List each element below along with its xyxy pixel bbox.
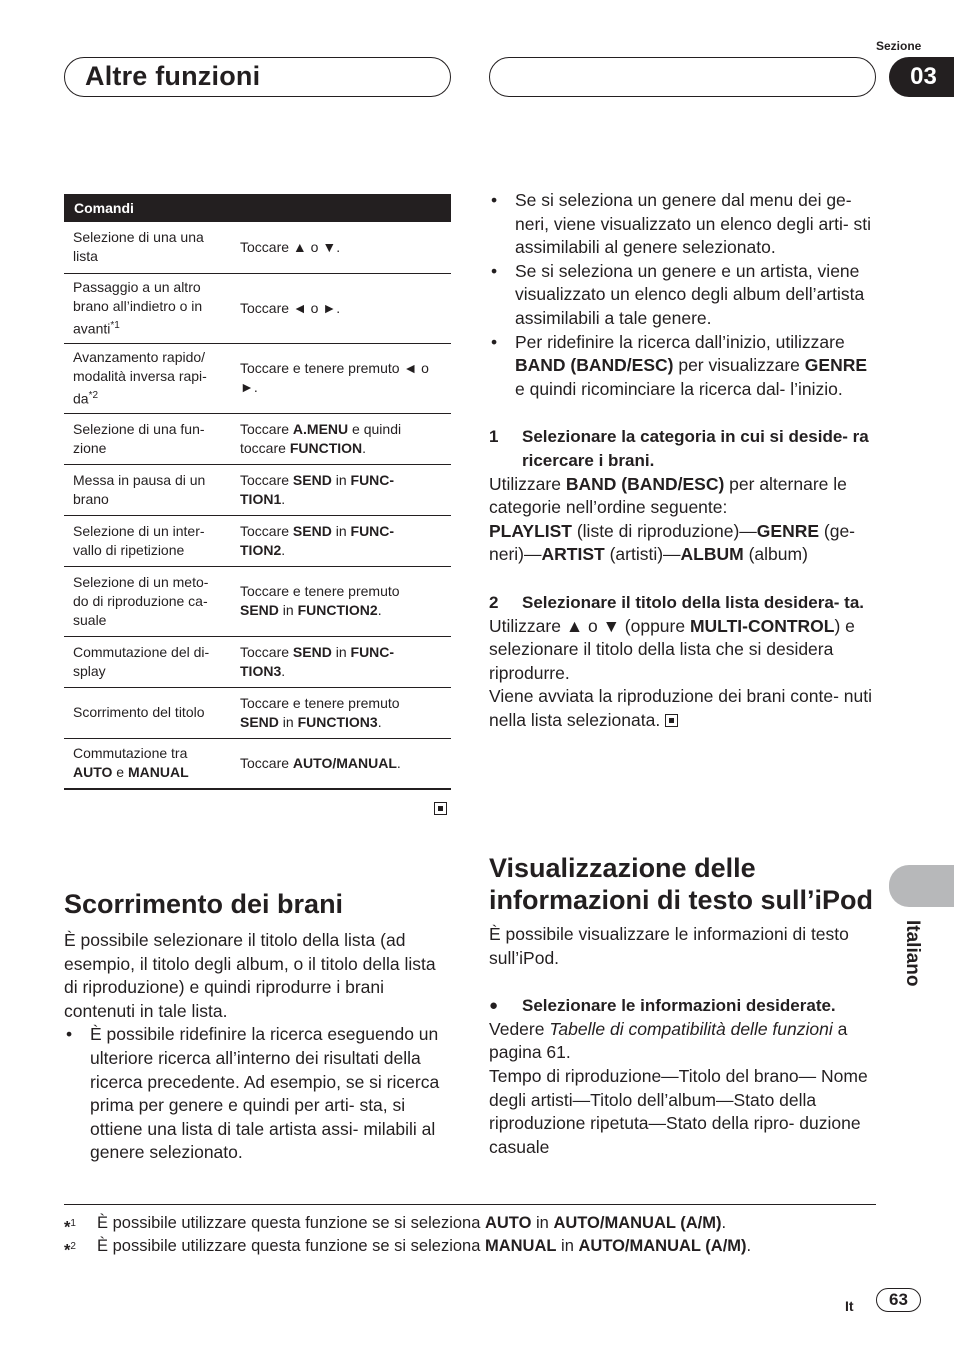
footnotes [64, 1212, 876, 1258]
language-code: It [845, 1298, 854, 1314]
step-1-title: 1 Selezionare la categoria in cui si deside- ra ricercare i brani. [489, 427, 869, 470]
function-cell: Avanzamento rapido/ modalità inversa rapi- $da^{*2}$ [64, 343, 231, 413]
right-column [489, 189, 877, 732]
table-row [64, 273, 451, 343]
language-label: Italiano [902, 920, 923, 987]
table-row [64, 343, 451, 413]
table-row [64, 413, 451, 464]
action-cell: Toccare e tenere premuto ◄ o ►. [231, 343, 451, 413]
action-cell: Toccare SEND in FUNC- TION1. [231, 464, 451, 515]
action-cell: Toccare SEND in FUNC- TION3. [231, 636, 451, 687]
table-row [64, 566, 451, 636]
table-row [64, 515, 451, 566]
footnote-divider [64, 1204, 876, 1205]
function-cell: Commutazione tra AUTO e MANUAL [64, 738, 231, 789]
section-number: 03 [889, 57, 954, 97]
end-mark-icon [665, 714, 678, 727]
step-2-title: 2 Selezionare il titolo della lista desidera- ta. [489, 591, 877, 615]
ipod-heading: Visualizzazione delle informazioni di testo sull’iPod [489, 853, 874, 915]
scroll-bullets [64, 1023, 454, 1165]
footnote: *$^2$ È possibile utilizzare questa funzione se si seleziona MANUAL in AUTO/MANUAL (A/M). [64, 1237, 752, 1260]
step-2-body: Utilizzare ▲ o ▼ (oppure MULTI-CONTROL) e selezionare il titolo della lista che si desidera riprodurre. Viene avviata la riproduzione dei brani conte- nuti nella lista selezionata. [489, 615, 872, 730]
function-cell: Selezione di una una lista [64, 222, 231, 273]
function-cell: Scorrimento del titolo [64, 687, 231, 738]
step-number: 1 [489, 427, 499, 447]
action-cell: Toccare ◄ o ►. [231, 273, 451, 343]
section-label: Sezione [876, 39, 922, 53]
right-bullets [489, 189, 877, 401]
header-right-pill [489, 57, 876, 97]
function-cell: Commutazione del di- splay [64, 636, 231, 687]
commands-table [64, 194, 451, 790]
action-cell: Toccare e tenere premuto SEND in FUNCTION2. [231, 566, 451, 636]
section-title-pill [64, 57, 451, 97]
table-row [64, 738, 451, 789]
footnote-ref: *1 [110, 319, 120, 331]
page-title: Altre funzioni [85, 61, 261, 91]
table-row [64, 636, 451, 687]
table-row [64, 687, 451, 738]
table-row [64, 464, 451, 515]
ipod-body [489, 923, 877, 1159]
action-cell: Toccare ▲ o ▼. [231, 222, 451, 273]
action-cell: Toccare AUTO/MANUAL. [231, 738, 451, 789]
step-number: 2 [489, 592, 499, 612]
bullet-item: • Se si seleziona un genere e un artista, viene visualizzato un elenco degli album dell’artista assimilabili a tale genere. [489, 260, 877, 331]
action-cell: Toccare SEND in FUNC- TION2. [231, 515, 451, 566]
function-cell: Messa in pausa di un brano [64, 464, 231, 515]
bullet-item: • Se si seleziona un genere dal menu dei ge- neri, viene visualizzato un elenco degli arti- sti assimilabili al genere selezionato. [489, 189, 877, 260]
scroll-intro: È possibile selezionare il titolo della lista (ad esempio, il titolo degli album, o il titolo della lista di riproduzione) e quindi riprodurre i brani contenuti in tale lista. [64, 930, 436, 1021]
ipod-step-title: ● Selezionare le informazioni desiderate. [489, 994, 877, 1018]
end-mark-icon [434, 802, 447, 815]
function-cell: Selezione di una fun- zione [64, 413, 231, 464]
scroll-body [64, 929, 454, 1165]
table-header: Comandi [64, 194, 451, 222]
bullet-item: • È possibile ridefinire la ricerca eseguendo un ulteriore ricerca all’interno dei risultati della ricerca precedente. Ad esempio, se si ricerca prima per genere e quindi per arti- sta, si ottiene una lista di tale artista assi- milabili al genere selezionato. [64, 1023, 454, 1165]
action-cell: Toccare A.MENU e quindi toccare FUNCTION. [231, 413, 451, 464]
table-row [64, 222, 451, 273]
page-number: 63 [876, 1288, 921, 1312]
ipod-step-body: Vedere Tabelle di compatibilità delle funzioni a pagina 61. Tempo di riproduzione—Titolo del brano— Nome degli artisti—Titolo dell’album—Stato della riproduzione ripetuta—Stato della ripro- duzione casuale [489, 1018, 868, 1157]
footnote: *$^1$ È possibile utilizzare questa funzione se si seleziona AUTO in AUTO/MANUAL (A/M). [64, 1214, 727, 1237]
language-tab [889, 865, 954, 907]
footnote-ref: *2 [88, 389, 99, 401]
function-cell: Selezione di un inter- vallo di ripetizione [64, 515, 231, 566]
function-cell: Passaggio a un altro brano all’indietro o in avanti$^{*1}$ [64, 273, 231, 343]
function-cell: Selezione di un meto- do di riproduzione ca- suale [64, 566, 231, 636]
step-bullet-icon: ● [489, 997, 499, 1015]
scroll-heading: Scorrimento dei brani [64, 889, 344, 919]
bullet-item: • Per ridefinire la ricerca dall’inizio, utilizzare BAND (BAND/ESC) per visualizzare GENRE e quindi ricominciare la ricerca dal- l’inizio. [489, 331, 877, 402]
ipod-intro: È possibile visualizzare le informazioni di testo sull’iPod. [489, 924, 849, 968]
step-1-body: Utilizzare BAND (BAND/ESC) per alternare le categorie nell’ordine seguente: PLAYLIST (liste di riproduzione)—GENRE (ge- neri)—ARTIST (artisti)—ALBUM (album) [489, 473, 855, 565]
action-cell: Toccare e tenere premuto SEND in FUNCTION3. [231, 687, 451, 738]
